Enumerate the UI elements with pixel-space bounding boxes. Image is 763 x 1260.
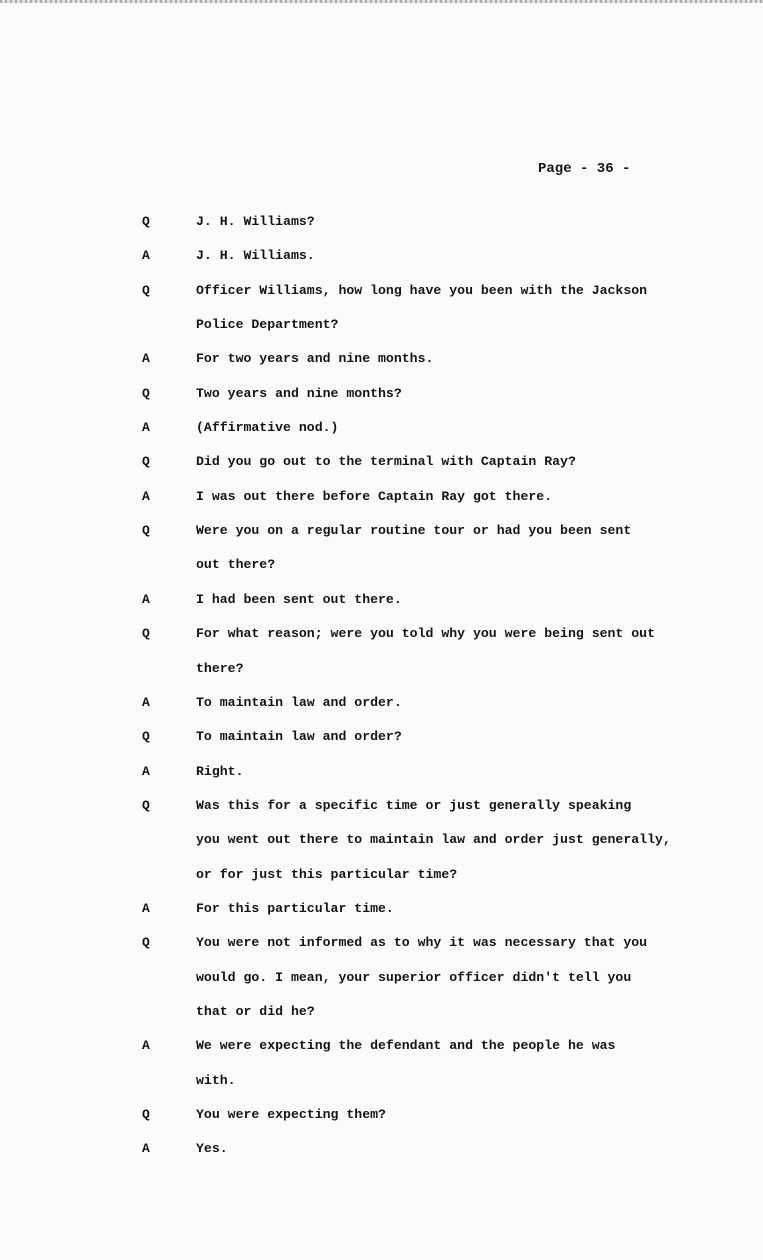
speaker-label: Q [142,282,150,298]
transcript-line: J. H. Williams. [196,248,315,264]
speaker-label: Q [142,454,150,470]
speaker-label: A [142,1038,150,1054]
transcript-line: For this particular time. [196,901,394,916]
transcript-line: or for just this particular time? [196,866,458,882]
transcript-line: out there? [196,557,276,573]
transcript-line: For what reason; were you told why you were being sent out [196,626,655,642]
speaker-label: A [142,248,150,264]
speaker-label: A [142,901,150,916]
transcript-line: Were you on a regular routine tour or had you been sent [196,523,632,539]
speaker-label: Q [142,935,150,951]
transcript-line: Yes. [196,1141,228,1157]
transcript-line: that or did he? [196,1004,315,1020]
transcript-line: Was this for a specific time or just generally speaking [196,797,632,813]
page-number: Page - 36 - [538,161,631,177]
speaker-label: A [142,694,150,710]
transcript-line: would go. I mean, your superior officer didn't tell you [196,969,632,985]
transcript-line: You were not informed as to why it was necessary that you [196,935,648,951]
transcript-line: you went out there to maintain law and order just generally, [196,832,671,848]
transcript-line: You were expecting them? [196,1107,386,1123]
transcript-line: Right. [196,763,244,779]
transcript-line: J. H. Williams? [196,214,315,229]
transcript-line: To maintain law and order? [196,729,402,745]
transcript-line: Two years and nine months? [196,385,402,401]
speaker-label: Q [142,729,150,745]
transcript-line: with. [196,1072,236,1088]
transcript-line: Officer Williams, how long have you been with the Jackson [196,282,648,298]
speaker-label: Q [142,214,150,229]
speaker-label: Q [142,385,150,401]
speaker-label: Q [142,523,150,539]
speaker-label: A [142,488,150,504]
transcript-line: For two years and nine months. [196,351,434,367]
transcript-line: I had been sent out there. [196,591,402,607]
transcript-line: Police Department? [196,317,339,333]
transcript-line: (Affirmative nod.) [196,420,339,436]
speaker-label: Q [142,797,150,813]
speaker-label: A [142,420,150,436]
speaker-label: A [142,591,150,607]
transcript-line: We were expecting the defendant and the people he was [196,1038,616,1054]
speaker-label: A [142,351,150,367]
transcript-line: there? [196,660,244,676]
transcript-line: To maintain law and order. [196,694,402,710]
speaker-label: A [142,763,150,779]
speaker-label: Q [142,626,150,642]
speaker-label: A [142,1141,150,1157]
transcript-line: Did you go out to the terminal with Captain Ray? [196,454,576,470]
transcript-line: I was out there before Captain Ray got there. [196,488,553,504]
speaker-label: Q [142,1107,150,1123]
